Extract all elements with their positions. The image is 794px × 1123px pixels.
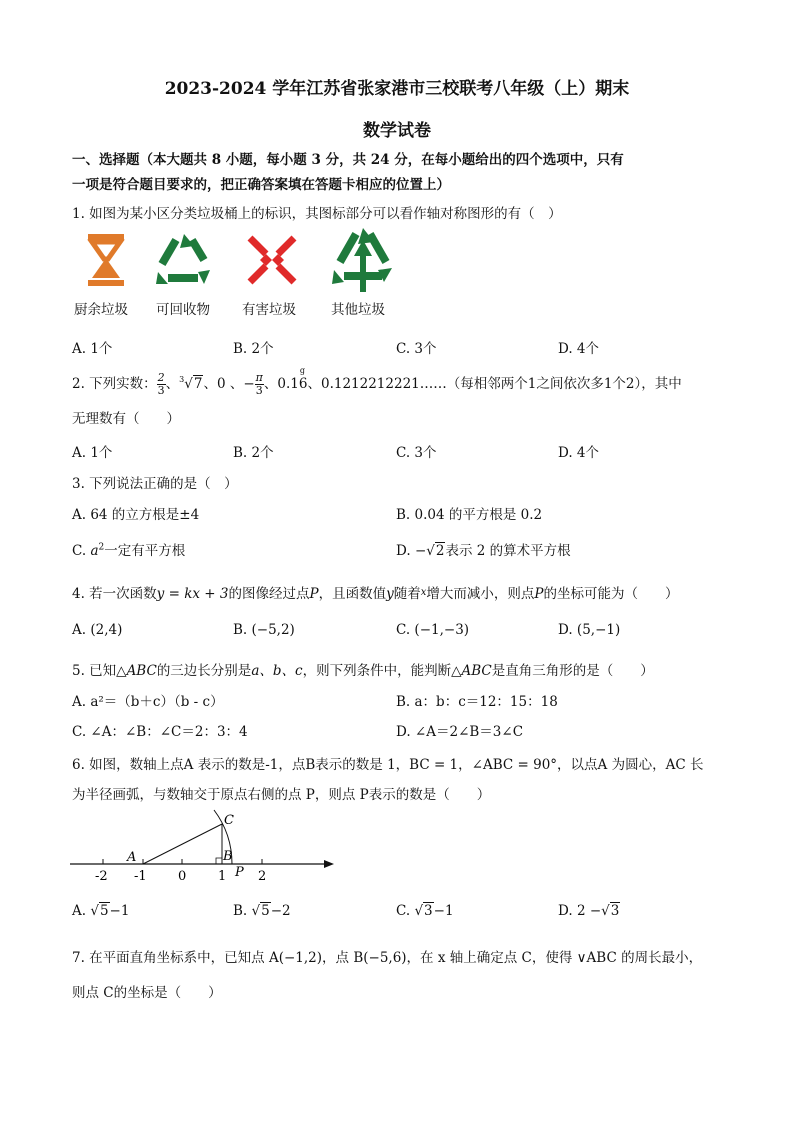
question-4-option-a[interactable]: A. (2,4) <box>72 622 123 638</box>
q4-formula: y = kx + 3 <box>156 586 229 602</box>
q5-text: 5. 已知△ <box>72 663 127 679</box>
rep-dot: g <box>299 366 306 375</box>
tick-label: 2 <box>258 869 267 884</box>
q2-prefix: 2. 下列实数： <box>72 376 157 392</box>
question-4-option-c[interactable]: C. (−1,−3) <box>396 622 470 638</box>
question-5-option-d[interactable]: D. ∠A＝2∠B＝3∠C <box>396 724 524 740</box>
q4-text: 4. 若一次函数 <box>72 586 157 602</box>
neg-sign: − <box>414 543 427 559</box>
q4-text: 的坐标可能为（ ） <box>543 586 679 602</box>
radicand: 3 <box>610 903 620 919</box>
q5-text: ，则下列条件中，能判断△ <box>302 663 462 679</box>
frac-den: 3 <box>157 384 165 397</box>
q4-text: ，且函数值 <box>318 586 387 602</box>
point-c-label: C <box>224 813 234 828</box>
question-7-stem-2: 则点 C的坐标是（ ） <box>72 985 222 1001</box>
question-5-option-b[interactable]: B. a：b：c＝12：15：18 <box>396 694 558 710</box>
radical: √ <box>426 543 435 559</box>
question-2-option-b[interactable]: B. 2个 <box>233 445 274 461</box>
question-4-option-b[interactable]: B. (−5,2) <box>233 622 295 638</box>
opt-text: 表示 2 的算术平方根 <box>445 543 571 559</box>
question-6-option-c[interactable] <box>396 903 454 919</box>
opt-prefix: C. <box>396 903 411 919</box>
q5-triangle: ABC <box>461 663 492 679</box>
q4-text: 增大而减小，则点 <box>426 586 535 602</box>
question-1-stem: 1. 如图为某小区分类垃圾桶上的标识，其图标部分可以看作轴对称图形的有（ ） <box>72 206 562 222</box>
q4-var-y: y <box>386 586 394 602</box>
opt-prefix: C. <box>72 543 87 559</box>
cross-icon <box>244 232 300 288</box>
segment-ac <box>143 824 222 864</box>
axis-arrow <box>324 860 334 868</box>
question-3-option-c[interactable] <box>72 539 185 559</box>
question-4-stem <box>72 582 678 602</box>
q5-text: 的三边长分别是 <box>156 663 252 679</box>
question-2-option-c[interactable]: C. 3个 <box>396 445 437 461</box>
q2-sep1: 、 <box>165 376 180 392</box>
q4-text: 的图像经过点 <box>228 586 310 602</box>
opt-prefix: A. <box>72 903 87 919</box>
cbrt-radical: √ <box>184 376 193 392</box>
hourglass-icon <box>84 232 128 288</box>
point-b-label: B <box>223 849 233 864</box>
opt-rest: −1 <box>109 903 130 919</box>
question-2-stem-2: 无理数有（ ） <box>72 411 180 427</box>
q2-suffix: 、0.1212212221……（每相邻两个1之间依次多1个2），其中 <box>307 376 682 392</box>
frac-num: π <box>255 371 263 384</box>
q2-sep3: 、 <box>263 376 278 392</box>
frac-den: 3 <box>255 384 263 397</box>
question-6-option-b[interactable] <box>233 903 291 919</box>
question-5-option-c[interactable]: C. ∠A：∠B：∠C＝2：3：4 <box>72 724 248 740</box>
exponent: 2 <box>98 542 105 553</box>
tick-label: 0 <box>178 869 187 884</box>
radicand: 2 <box>435 543 445 559</box>
opt-prefix: D. <box>558 903 573 919</box>
q4-var-x: x <box>420 587 427 598</box>
page-subtitle: 数学试卷 <box>363 121 431 141</box>
radicand: 5 <box>99 903 109 919</box>
tick-label: -1 <box>134 869 147 884</box>
fraction-two-thirds <box>157 372 166 397</box>
question-2-option-d[interactable]: D. 4个 <box>558 445 600 461</box>
question-5-option-a[interactable]: A. a²＝（b＋c）（b - c） <box>72 694 224 710</box>
question-1-option-b[interactable]: B. 2个 <box>233 341 274 357</box>
radical: √ <box>414 903 424 919</box>
cbrt-radicand: 7 <box>193 376 203 392</box>
question-3-option-b[interactable]: B. 0.04 的平方根是 0.2 <box>396 507 543 523</box>
repeating-decimal <box>277 366 308 392</box>
icon-label-recyclable: 可回收物 <box>156 302 210 318</box>
radical: √ <box>251 903 261 919</box>
q4-point: P <box>534 586 544 602</box>
cbrt-index: 3 <box>179 375 185 384</box>
radical: √ <box>90 903 99 919</box>
opt-prefix: B. <box>233 903 248 919</box>
q2-sep2: 、0 、 <box>203 376 244 392</box>
question-6-option-d[interactable] <box>558 903 620 919</box>
question-6-option-a[interactable] <box>72 903 129 919</box>
question-5-stem <box>72 659 654 679</box>
q5-sides: a、b、c <box>251 663 303 679</box>
icon-label-other: 其他垃圾 <box>331 302 385 318</box>
frac-num: 2 <box>157 371 165 384</box>
opt-rest: −2 <box>270 903 291 919</box>
icon-label-kitchen: 厨余垃圾 <box>74 302 128 318</box>
radical: √ <box>601 903 610 919</box>
tick-label: -2 <box>95 869 108 884</box>
section-heading-2: 一项是符合题目要求的，把正确答案填在答题卡相应的位置上） <box>72 177 450 193</box>
question-6-stem-2: 为半径画弧，与数轴交于原点右侧的点 P，则点 P表示的数是（ ） <box>72 787 491 803</box>
question-2-option-a[interactable]: A. 1个 <box>72 445 113 461</box>
question-1-option-d[interactable]: D. 4个 <box>558 341 600 357</box>
opt-text: 一定有平方根 <box>104 543 186 559</box>
point-p-label: P <box>235 865 244 880</box>
q4-point: P <box>309 586 319 602</box>
question-6-stem: 6. 如图，数轴上点A 表示的数是-1，点B表示的数是 1，BC = 1，∠ABC = 90°，以点A 为圆心，AC 长 <box>72 757 704 773</box>
question-3-option-d[interactable] <box>396 539 571 559</box>
rep-whole: 0.1 <box>277 376 299 392</box>
tick-label: 1 <box>218 869 227 884</box>
number-line-figure <box>66 808 346 888</box>
right-angle-mark <box>216 858 222 864</box>
question-2-stem <box>72 366 682 398</box>
q5-triangle: ABC <box>126 663 157 679</box>
point-a-label: A <box>127 850 137 865</box>
recycle-icon <box>154 232 214 288</box>
question-3-option-a[interactable]: A. 64 的立方根是±4 <box>72 507 200 523</box>
question-1-option-c[interactable]: C. 3个 <box>396 341 437 357</box>
variable-a: a <box>90 543 99 559</box>
question-4-option-d[interactable]: D. (5,−1) <box>558 622 621 638</box>
section-heading: 一、选择题（本大题共 8 小题，每小题 3 分，共 24 分，在每小题给出的四个选项中，只有 <box>72 152 624 168</box>
q5-text: 是直角三角形的是（ ） <box>491 663 654 679</box>
radicand: 3 <box>424 903 433 919</box>
opt-prefix: D. <box>396 543 411 559</box>
question-7-stem: 7. 在平面直角坐标系中，已知点 A(−1,2)，点 B(−5,6)，在 x 轴上确定点 C，使得 ∨ABC 的周长最小， <box>72 950 703 966</box>
fraction-pi-thirds <box>255 372 264 397</box>
question-1-option-a[interactable]: A. 1个 <box>72 341 113 357</box>
question-3-stem: 3. 下列说法正确的是（ ） <box>72 476 238 492</box>
radicand: 5 <box>261 903 270 919</box>
recycle-tree-icon <box>330 226 396 294</box>
opt-before: 2 − <box>576 903 602 919</box>
page-title: 2023-2024 学年江苏省张家港市三校联考八年级（上）期末 <box>164 79 630 99</box>
q4-text: 随着 <box>393 586 421 602</box>
q2-neg: − <box>243 376 255 392</box>
opt-rest: −1 <box>433 903 454 919</box>
rep-digit: 6 <box>298 376 308 392</box>
icon-label-hazardous: 有害垃圾 <box>242 302 296 318</box>
